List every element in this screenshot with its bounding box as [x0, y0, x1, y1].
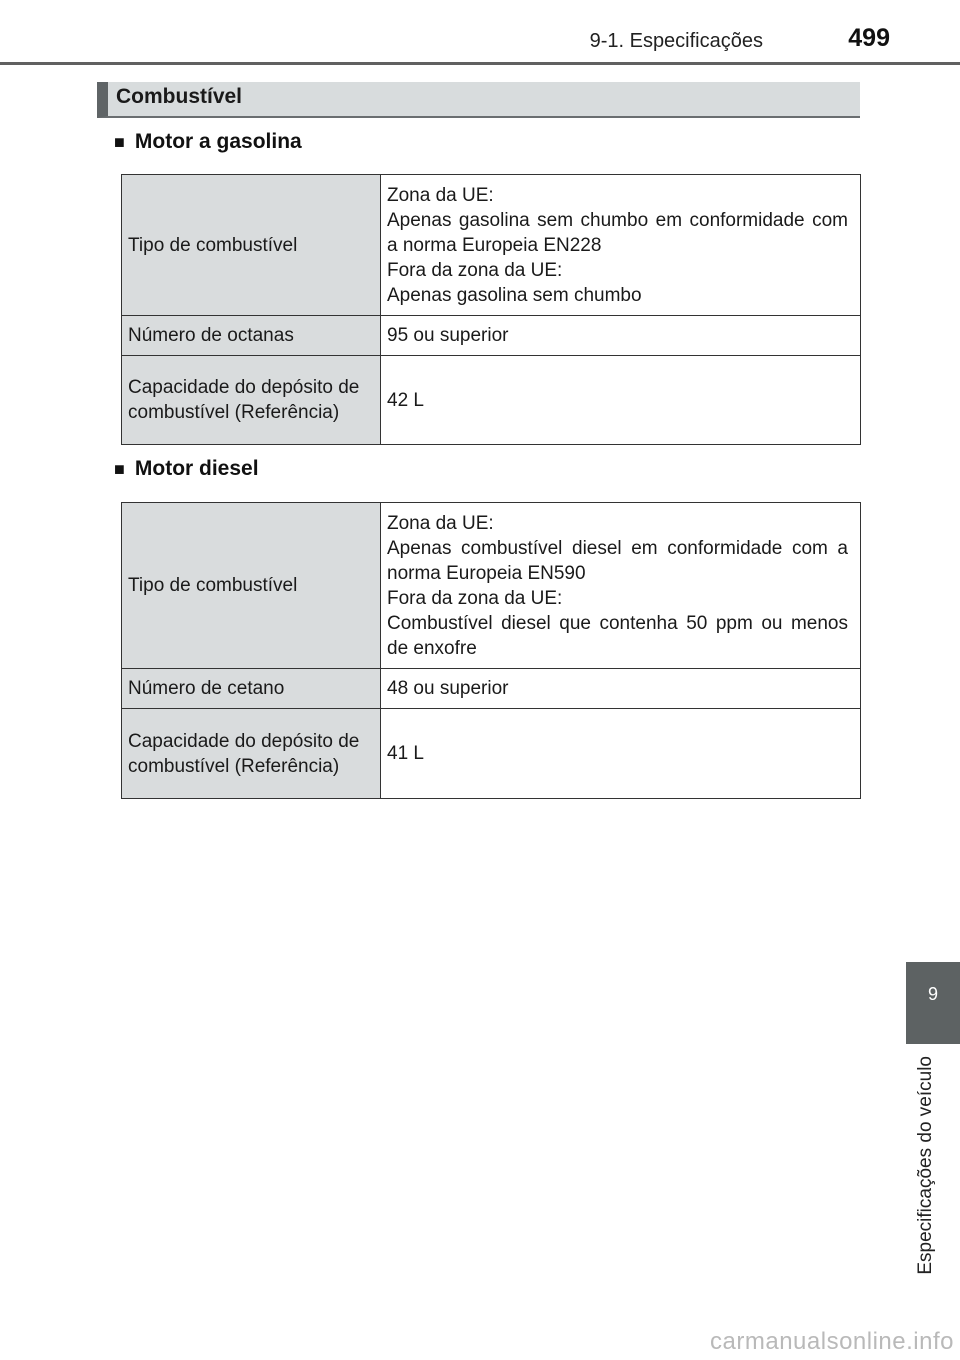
- table-row: [122, 175, 861, 316]
- row-value: 42 L: [381, 356, 861, 445]
- diesel-spec-table: [121, 502, 861, 799]
- table-row: [122, 669, 861, 709]
- square-bullet-icon: ■: [114, 132, 125, 152]
- diesel-heading-text: Motor diesel: [134, 457, 259, 480]
- diesel-heading: [114, 457, 259, 481]
- table-row: [122, 356, 861, 445]
- header-rule: [0, 62, 960, 65]
- row-value: 41 L: [381, 709, 861, 799]
- row-value: Zona da UE: Apenas gasolina sem chumbo em conformidade com a norma Europeia EN228 Fora da zona da UE: Apenas gasolina sem chumbo: [381, 175, 861, 316]
- header-section-title: 9-1. Especificações: [589, 30, 763, 52]
- table-row: [122, 503, 861, 669]
- chapter-label: Especificações do veículo: [915, 1056, 936, 1275]
- row-label: Tipo de combustível: [122, 503, 381, 669]
- row-label: Capacidade do depósito de combustível (Referência): [122, 709, 381, 799]
- row-label: Número de cetano: [122, 669, 381, 709]
- row-label: Capacidade do depósito de combustível (Referência): [122, 356, 381, 445]
- row-value: 95 ou superior: [381, 316, 861, 356]
- table-row: [122, 709, 861, 799]
- chapter-tab[interactable]: [906, 962, 960, 1044]
- gasoline-spec-table: [121, 174, 861, 445]
- chapter-tab-number: 9: [927, 984, 938, 1004]
- section-title: Combustível: [116, 85, 243, 108]
- row-value: Zona da UE: Apenas combustível diesel em conformidade com a norma Europeia EN590 Fora da zona da UE: Combustível diesel que contenha 50 ppm ou menos de enxofre: [381, 503, 861, 669]
- section-bar: [97, 82, 860, 118]
- table-row: [122, 316, 861, 356]
- gasoline-heading: [114, 130, 302, 154]
- chapter-label-wrap: [912, 1056, 942, 1296]
- page-number: 499: [848, 24, 890, 52]
- row-label: Número de octanas: [122, 316, 381, 356]
- row-value: 48 ou superior: [381, 669, 861, 709]
- row-label: Tipo de combustível: [122, 175, 381, 316]
- gasoline-heading-text: Motor a gasolina: [134, 130, 302, 153]
- square-bullet-icon: ■: [114, 459, 125, 479]
- watermark: carmanualsonline.info: [710, 1328, 954, 1355]
